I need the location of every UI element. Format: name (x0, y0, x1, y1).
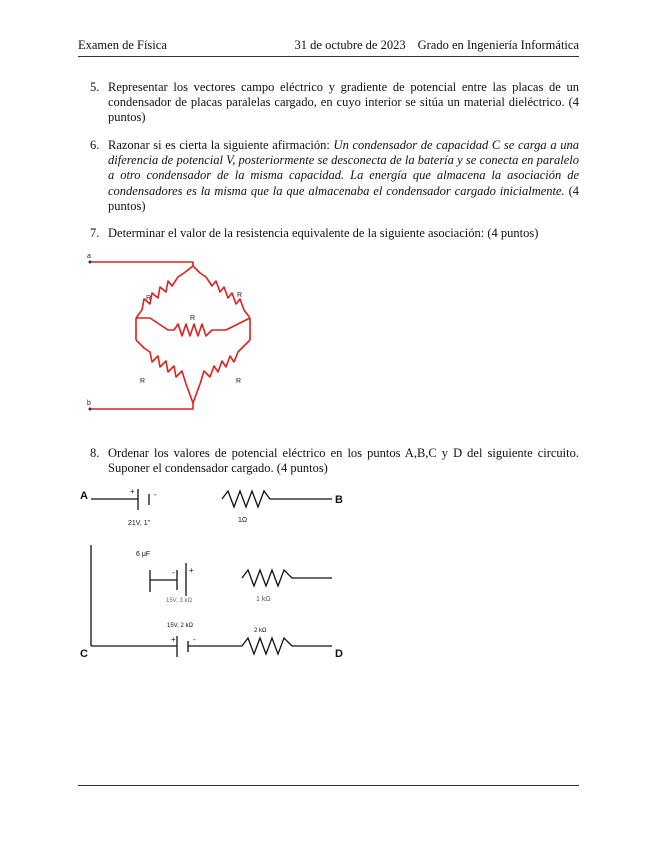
resistor1-zigzag (222, 491, 332, 507)
point-b-label: B (335, 494, 343, 506)
question-text: Representar los vectores campo eléctrico y gradiente de potencial entre las placas de un condensador de placas paralelas cargado, en cuyo interior se sitúa un material dieléctrico. (4 puntos) (108, 80, 579, 125)
battery1-plus: + (130, 487, 135, 496)
terminal-a-label: a (87, 253, 91, 260)
battery3-minus: - (193, 635, 196, 644)
battery1-label: 21V, 1" (128, 520, 151, 527)
question-points: (4 puntos) (108, 183, 579, 213)
resistor-label: R (237, 292, 243, 299)
resistor3-label: 2 kΩ (254, 628, 267, 634)
question-number: 8. (90, 446, 100, 460)
resistor2-label: 1 kΩ (256, 596, 271, 603)
question-intro: Razonar si es cierta la siguiente afirmación: (108, 138, 330, 152)
point-d-label: D (335, 648, 343, 660)
battery3-plus: + (171, 635, 176, 644)
question-number: 5. (90, 80, 100, 94)
terminal-b-label: b (87, 400, 91, 407)
question-number: 7. (90, 226, 100, 240)
question-statement: Un condensador de capacidad C se carga a una diferencia de potencial V, posteriormente se desconecta de la batería y se conecta en paralelo a otro condensador de la misma capacidad. La energía que almacena la asociación de condensadores es la misma que la que almacenaba el condensador cargado inicialmente. (108, 138, 579, 198)
battery3-label: 15V, 2 kΩ (167, 623, 193, 629)
resistor-label: R (146, 295, 152, 302)
resistor-label: R (140, 378, 146, 385)
resistor-label: R (236, 378, 242, 385)
resistor3-zigzag (188, 638, 332, 654)
point-c-label: C (80, 648, 88, 660)
exam-date: 31 de octubre de 2023 (294, 38, 406, 52)
course-title: Examen de Física (78, 38, 167, 52)
resistor2-zigzag (242, 570, 332, 586)
resistor-label: R (190, 315, 196, 322)
capacitor-label: 6 μF (136, 551, 151, 558)
battery2-plus: + (189, 566, 194, 575)
battery1-minus: - (154, 490, 157, 499)
degree-name: Grado en Ingeniería Informática (417, 38, 579, 52)
question-text: Ordenar los valores de potencial eléctrico en los puntos A,B,C y D del siguiente circuito. Suponer el condensador cargado. (4 puntos) (108, 446, 579, 476)
footer-rule (78, 785, 579, 786)
resistor1-label: 1Ω (238, 517, 248, 524)
question-number: 6. (90, 138, 100, 152)
battery2-minus: - (172, 568, 175, 577)
point-a-label: A (80, 490, 88, 502)
battery2-label: 15V, 3 kΩ (166, 598, 192, 604)
question-text: Determinar el valor de la resistencia equivalente de la siguiente asociación: (4 puntos) (108, 226, 539, 240)
